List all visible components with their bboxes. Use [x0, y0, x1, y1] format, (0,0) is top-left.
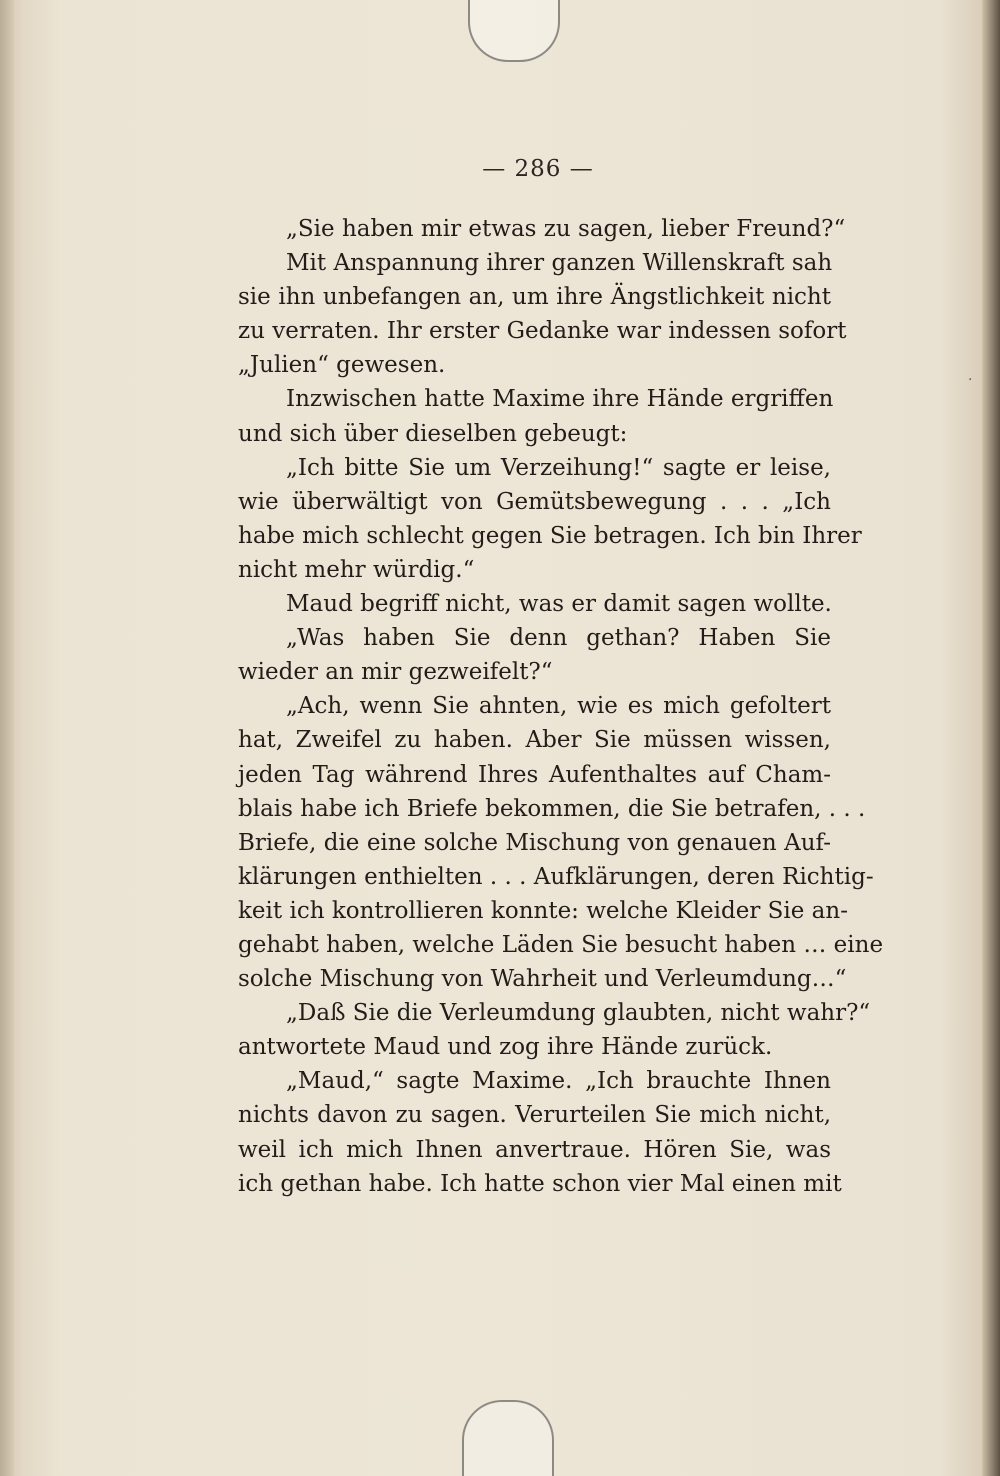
text-line: blais habe ich Briefe bekommen, die Sie betrafen, . . . — [238, 795, 866, 822]
text-line: Maud begriff nicht, was er damit sagen wollte. — [286, 591, 832, 618]
text-line: gehabt haben, welche Läden Sie besucht haben … eine — [238, 931, 884, 958]
text-line: nichts davon zu sagen. Verurteilen Sie mich nicht, — [238, 1102, 831, 1129]
text-line: antwortete Maud und zog ihre Hände zurück. — [238, 1034, 773, 1061]
page-left-edge — [0, 0, 14, 1476]
text-line: habe mich schlecht gegen Sie betragen. Ich bin Ihrer — [238, 522, 862, 549]
text-line: Briefe, die eine solche Mischung von genauen Auf- — [238, 829, 831, 856]
page-holder-clip-bottom — [462, 1400, 554, 1476]
text-line: weil ich mich Ihnen anvertraue. Hören Sie, was — [238, 1136, 831, 1163]
text-line: Mit Anspannung ihrer ganzen Willenskraft sah — [286, 250, 833, 277]
text-line: keit ich kontrollieren konnte: welche Kleider Sie an- — [238, 897, 848, 924]
text-line: „Was haben Sie denn gethan? Haben Sie — [286, 625, 831, 652]
text-line: „Ach, wenn Sie ahnten, wie es mich gefoltert — [286, 693, 831, 720]
text-line: wieder an mir gezweifelt?“ — [238, 659, 553, 686]
page-right-edge — [982, 0, 1000, 1476]
text-line: zu verraten. Ihr erster Gedanke war indessen sofort — [238, 318, 847, 345]
text-line: hat, Zweifel zu haben. Aber Sie müssen wissen, — [238, 727, 831, 754]
text-line: sie ihn unbefangen an, um ihre Ängstlichkeit nicht — [238, 284, 831, 311]
text-line: „Daß Sie die Verleumdung glaubten, nicht wahr?“ — [286, 1000, 871, 1027]
text-line: „Maud,“ sagte Maxime. „Ich brauchte Ihnen — [286, 1068, 831, 1095]
margin-mark: · — [968, 372, 973, 388]
text-line: solche Mischung von Wahrheit und Verleumdung…“ — [238, 966, 847, 993]
page-number: — 286 — — [482, 156, 594, 182]
text-line: „Ich bitte Sie um Verzeihung!“ sagte er leise, — [286, 454, 831, 481]
text-line: und sich über dieselben gebeugt: — [238, 420, 628, 447]
text-line: „Sie haben mir etwas zu sagen, lieber Freund?“ — [286, 216, 846, 242]
text-line: nicht mehr würdig.“ — [238, 556, 475, 583]
text-line: „Julien“ gewesen. — [238, 352, 446, 379]
page-holder-clip-top — [468, 0, 560, 62]
text-line: klärungen enthielten . . . Aufklärungen, deren Richtig- — [238, 863, 874, 890]
text-line: Inzwischen hatte Maxime ihre Hände ergriffen — [286, 386, 834, 413]
body-text — [238, 212, 884, 1201]
text-line: wie überwältigt von Gemütsbewegung . . . „Ich — [238, 488, 831, 515]
text-line: jeden Tag während Ihres Aufenthaltes auf Cham- — [238, 761, 831, 788]
text-line: ich gethan habe. Ich hatte schon vier Mal einen mit — [238, 1170, 842, 1197]
